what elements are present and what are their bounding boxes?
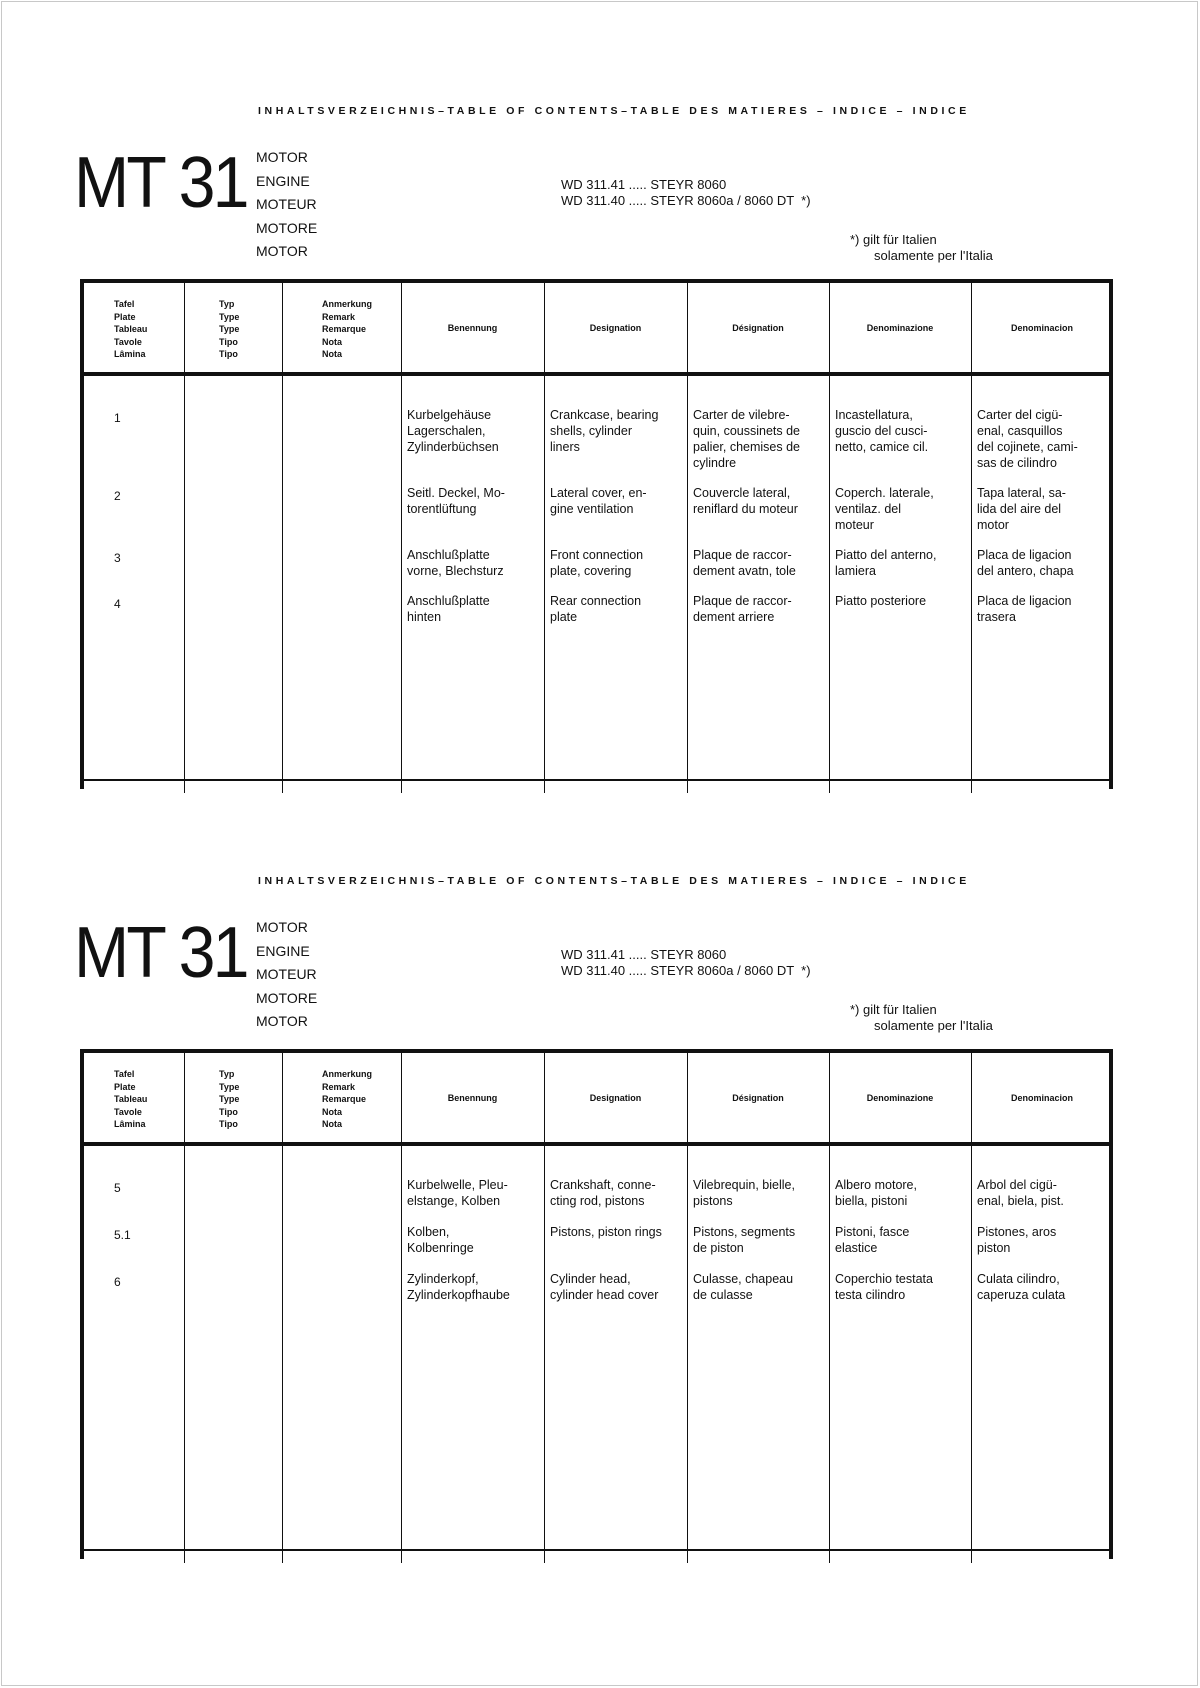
col-designation-fr-header: Désignation xyxy=(732,1092,784,1103)
column-divider xyxy=(184,283,185,779)
model-line: WD 311.41 ..... STEYR 8060 xyxy=(561,177,727,192)
header-label: Tavole xyxy=(114,1106,142,1117)
contents-table xyxy=(80,1049,1113,1559)
row-de-text: Kurbelwelle, Pleu- elstange, Kolben xyxy=(407,1178,508,1208)
motor-label: MOTORE xyxy=(256,219,318,236)
header-label: Tipo xyxy=(219,1106,238,1117)
motor-label: MOTORE xyxy=(256,989,318,1006)
motor-label: MOTEUR xyxy=(256,966,317,982)
row-es-text: Placa de ligacion del antero, chapa xyxy=(977,548,1074,578)
bottom-rule xyxy=(80,1549,1113,1551)
col-anmerkung-header xyxy=(322,298,372,361)
header-label: Tafel xyxy=(114,299,135,309)
header-label: Nota xyxy=(322,1106,342,1117)
toc-section-2 xyxy=(0,770,1200,1550)
motor-label: MOTOR xyxy=(256,243,308,259)
row-it-text: Piatto del anterno, lamiera xyxy=(835,548,937,578)
col-denominazione-header: Denominazione xyxy=(866,322,934,333)
toc-header: INHALTSVERZEICHNIS–TABLE OF CONTENTS–TABLE DES MATIERES – INDICE – INDICE xyxy=(258,875,970,887)
row-fr-text: Plaque de raccor- dement avatn, tole xyxy=(693,548,796,578)
row-es-text: Carter del cigü- enal, casquillos del cojinete, cami- sas de cilindro xyxy=(977,408,1078,470)
row-en-text: Lateral cover, en- gine ventilation xyxy=(550,486,647,516)
row-es-text: Tapa lateral, sa- lida del aire del motor xyxy=(977,486,1066,532)
row-it-text: Piatto posteriore xyxy=(835,594,927,608)
column-tick xyxy=(282,1549,283,1563)
motor-label: MOTOR xyxy=(256,919,308,935)
header-rule xyxy=(84,1142,1109,1146)
header-label: Tipo xyxy=(219,1119,238,1129)
row-fr-text: Pistons, segments de piston xyxy=(693,1225,796,1255)
motor-labels xyxy=(256,916,317,1034)
header-label: Remark xyxy=(322,1081,356,1092)
row-tafel-number: 4 xyxy=(114,597,121,611)
col-tafel-header xyxy=(114,1068,147,1131)
row-es-text: Arbol del cigü- enal, biela, pist. xyxy=(977,1178,1064,1208)
col-anmerkung-header xyxy=(322,1068,372,1131)
section-title: MT 31 xyxy=(74,913,247,993)
header-label: Nota xyxy=(322,336,342,347)
motor-label: MOTEUR xyxy=(256,196,317,212)
column-tick xyxy=(401,1549,402,1563)
section-title: MT 31 xyxy=(74,143,247,223)
motor-label: ENGINE xyxy=(256,942,310,959)
row-it-text: Incastellatura, guscio del cusci- netto, camice cil. xyxy=(835,408,929,454)
row-de-text: Anschlußplatte hinten xyxy=(407,594,490,624)
footnote xyxy=(850,1002,993,1034)
motor-label: ENGINE xyxy=(256,172,310,189)
row-it-text: Pistoni, fasce elastice xyxy=(835,1225,910,1255)
col-designation-en-header: Designation xyxy=(589,1092,642,1103)
header-label: Plate xyxy=(114,1081,136,1092)
header-label: Nota xyxy=(322,1119,342,1129)
col-typ-header xyxy=(219,298,239,361)
model-line: WD 311.40 ..... STEYR 8060a / 8060 DT *) xyxy=(561,193,811,208)
column-tick xyxy=(829,1549,830,1563)
contents-table xyxy=(80,279,1113,789)
header-label: Type xyxy=(219,311,240,322)
header-label: Type xyxy=(219,324,240,334)
row-tafel-number: 5 xyxy=(114,1181,121,1195)
row-tafel-number: 3 xyxy=(114,551,121,565)
motor-label: MOTOR xyxy=(256,1013,308,1029)
toc-section-1 xyxy=(0,0,1200,780)
header-label: Anmerkung xyxy=(322,1069,373,1079)
header-label: Type xyxy=(219,1081,240,1092)
motor-label: MOTOR xyxy=(256,149,308,165)
column-tick xyxy=(544,1549,545,1563)
row-tafel-number: 1 xyxy=(114,411,121,425)
footnote-line: *) gilt für Italien xyxy=(850,232,937,247)
row-fr-text: Couvercle lateral, reniflard du moteur xyxy=(693,486,798,516)
row-es-text: Placa de ligacion trasera xyxy=(977,594,1072,624)
column-divider xyxy=(282,1053,283,1549)
header-label: Anmerkung xyxy=(322,299,373,309)
header-rule xyxy=(84,372,1109,376)
col-designation-fr-header: Désignation xyxy=(732,322,784,333)
row-fr-text: Plaque de raccor- dement arriere xyxy=(693,594,792,624)
header-label: Remarque xyxy=(322,1094,367,1104)
col-denominazione-header: Denominazione xyxy=(866,1092,934,1103)
row-en-text: Crankshaft, conne- cting rod, pistons xyxy=(550,1178,656,1208)
header-label: Tafel xyxy=(114,1069,135,1079)
footnote xyxy=(850,232,993,264)
header-label: Type xyxy=(219,1094,240,1104)
row-fr-text: Culasse, chapeau de culasse xyxy=(693,1272,794,1302)
footnote-line: *) gilt für Italien xyxy=(850,1002,937,1017)
header-label: Remarque xyxy=(322,324,367,334)
row-en-text: Front connection plate, covering xyxy=(550,548,644,578)
row-it-text: Coperch. laterale, ventilaz. del moteur xyxy=(835,486,934,532)
header-label: Remark xyxy=(322,311,356,322)
row-fr-text: Vilebrequin, bielle, pistons xyxy=(693,1178,795,1208)
row-tafel-number: 2 xyxy=(114,489,121,503)
model-line: WD 311.40 ..... STEYR 8060a / 8060 DT *) xyxy=(561,963,811,978)
row-de-text: Zylinderkopf, Zylinderkopfhaube xyxy=(407,1272,510,1302)
header-label: Plate xyxy=(114,311,136,322)
model-list xyxy=(561,177,811,209)
row-de-text: Seitl. Deckel, Mo- torentlüftung xyxy=(407,486,505,516)
motor-labels xyxy=(256,146,317,264)
model-line: WD 311.41 ..... STEYR 8060 xyxy=(561,947,727,962)
header-label: Lâmina xyxy=(114,1119,146,1129)
row-tafel-number: 6 xyxy=(114,1275,121,1289)
col-tafel-header xyxy=(114,298,147,361)
header-label: Tableau xyxy=(114,324,148,334)
column-tick xyxy=(184,1549,185,1563)
header-label: Tableau xyxy=(114,1094,148,1104)
row-en-text: Cylinder head, cylinder head cover xyxy=(550,1272,659,1302)
header-label: Tipo xyxy=(219,349,238,359)
row-es-text: Culata cilindro, caperuza culata xyxy=(977,1272,1066,1302)
footnote-line: solamente per l'Italia xyxy=(874,1018,993,1033)
header-label: Typ xyxy=(219,299,235,309)
header-label: Tipo xyxy=(219,336,238,347)
col-typ-header xyxy=(219,1068,239,1131)
row-en-text: Rear connection plate xyxy=(550,594,642,624)
footnote-line: solamente per l'Italia xyxy=(874,248,993,263)
row-fr-text: Carter de vilebre- quin, coussinets de palier, chemises de cylindre xyxy=(693,408,801,470)
column-divider xyxy=(282,283,283,779)
column-tick xyxy=(687,1549,688,1563)
col-benennung-header: Benennung xyxy=(447,322,498,333)
column-divider xyxy=(184,1053,185,1549)
row-de-text: Kolben, Kolbenringe xyxy=(407,1225,474,1255)
row-tafel-number: 5.1 xyxy=(114,1228,131,1242)
col-denominacion-header: Denominacion xyxy=(1010,1092,1073,1103)
row-en-text: Pistons, piston rings xyxy=(550,1225,662,1239)
header-label: Typ xyxy=(219,1069,235,1079)
header-label: Nota xyxy=(322,349,342,359)
toc-header: INHALTSVERZEICHNIS–TABLE OF CONTENTS–TABLE DES MATIERES – INDICE – INDICE xyxy=(258,105,970,117)
row-it-text: Albero motore, biella, pistoni xyxy=(835,1178,917,1208)
column-tick xyxy=(971,1549,972,1563)
col-designation-en-header: Designation xyxy=(589,322,642,333)
header-label: Lâmina xyxy=(114,349,146,359)
row-es-text: Pistones, aros piston xyxy=(977,1225,1057,1255)
row-en-text: Crankcase, bearing shells, cylinder liners xyxy=(550,408,659,454)
row-it-text: Coperchio testata testa cilindro xyxy=(835,1272,933,1302)
model-list xyxy=(561,947,811,979)
col-benennung-header: Benennung xyxy=(447,1092,498,1103)
row-de-text: Anschlußplatte vorne, Blechsturz xyxy=(407,548,504,578)
header-label: Tavole xyxy=(114,336,142,347)
col-denominacion-header: Denominacion xyxy=(1010,322,1073,333)
row-de-text: Kurbelgehäuse Lagerschalen, Zylinderbüchsen xyxy=(407,408,499,454)
